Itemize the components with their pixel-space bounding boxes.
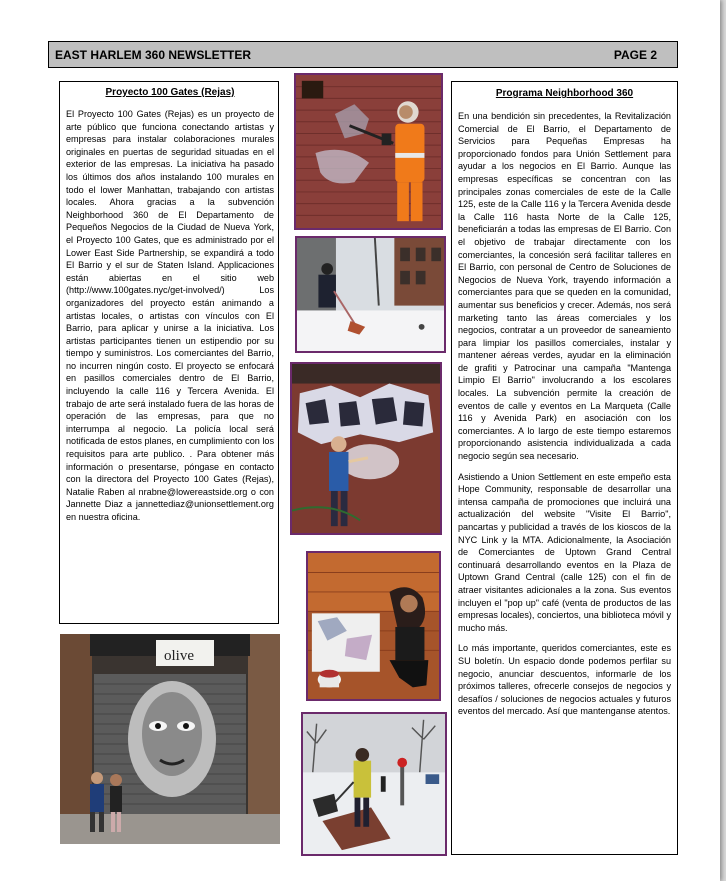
- gates-article-paragraph: El Proyecto 100 Gates (Rejas) es un proyecto de arte público que funciona conectando artistas y empresas para instalar colaboraciones murales originales en puertas de seguridad situadas en el exterior de las empresas. La iniciativa ha pasado los últimos dos años instalando 100 murales en todo el lower Manhattan, trabajando con artistas locales. Ahora gracias a la subvención Neighborhood 360 de El Departamento de Pequeños Negocios de la Ciudad de Nueva York, el Proyecto 100 Gates, que es administrado por el Lower East Side Partnership, se expandirá a todo El Barrio y el sur de Staten Island. Applicaciones están abiertas en el sitio web (http://www.100gates.nyc/get-involved/) Los organizadores del proyecto están animando a artistas locales, o artistas con vínculos con El Barrio, para aplicar y unirse a la iniciativa. Los artistas participantes tienen un estipendio por su tiempo y suministros. Los comerciantes del Barrio, no incurren ningún costo. El proyecto se enfocará en pasillos comerciales dentro de El Barrio, incluyendo la calle 116 y Tercera Avenida. El trabajo de arte será instalado fuera de las horas de operación de las empresas, para que no interrumpa al negocio. La policía local será notificada de estos planes, en cumplimiento con los requisitos para arte publico. . Para obtener más información o presentarse, póngase en contacto con la directora del Proyecto 100 Gates (Rejas), Natalie Raben al nrabne@lowereastside.org o con Jannette Diaz a jannettediaz@unionsettlement.org en nuestra oficina.: [66, 109, 274, 522]
- neighborhood360-article: [451, 81, 678, 855]
- graffiti-removal-photo: [290, 362, 442, 535]
- snow-shovel-image: [297, 238, 444, 351]
- graffiti-washing-photo: [294, 73, 443, 230]
- snow-shoveling-photo: [295, 236, 446, 353]
- newsletter-title: EAST HARLEM 360 NEWSLETTER: [55, 47, 252, 62]
- gate-mural-photo: [60, 634, 280, 844]
- snow-cleanup-photo: [301, 712, 447, 856]
- neighborhood360-heading: Programa Neighborhood 360: [495, 88, 634, 99]
- graffiti-wall-image: [292, 364, 440, 533]
- painting-image: [308, 553, 439, 699]
- neighborhood360-paragraph-1: En una bendición sin precedentes, la Revitalización Comercial de El Barrio, el Departamento de Servicios para Pequeñas Empresas ha proporcionado fondos para Unión Settlement para ayudar a los negocios en El Barrio. Aunque las empresas específicas se concentran con las principales zonas comerciales de este de la Calle 125, este de la Calle 116 y la Tercera Avenida desde la Calle 116 hasta Norte de la Calle 125, beneficiarán a todas las empresas de El Barrio. Con el objetivo de trabajar directamente con los comerciantes, la concesión será facilitar talleres en El Barrio, con personal de Centro de Soluciones de Negocios de Nueva York, trayendo información a comerciantes para que se queden en la comunidad, aumentar sus beneficios y crecer. Además, nos será marketing tanto las áreas comerciales y los negocios, contratar a un proveedor de saneamiento para limpiar los pasillos comerciales, instalar y mantener aéreas verdes, ayudar en la eliminación de grafiti y Patrocinar una campaña "Mantenga Limpio El Barrio" involucrando a los escolares locales. La subvención permite la creación de eventos de calle y eventos en La Marqueta (Calle 116 y Avenida Park) en asociación con los comerciantes. A lo largo de este tiempo estaremos proporcionando asistencia individualizada a cada negocio según sea necesario.: [458, 111, 671, 462]
- gates-article: [59, 81, 279, 624]
- page-number: PAGE 2: [613, 47, 657, 62]
- newsletter-header: [48, 41, 678, 68]
- painting-over-photo: [306, 551, 441, 701]
- neighborhood360-body: [458, 110, 671, 718]
- gate-mural-image: [60, 634, 280, 844]
- neighborhood360-paragraph-3: Lo más importante, queridos comerciantes, este es SU boletín. Un espacio donde podemos perfilar su negocio, anunciar descuentos, informarle de los próximos talleres, ofrecerle consejos de negocios y desafíos / soluciones de negocios actuales y futuros eventos del mercado. Así que mantenganse atentos.: [458, 643, 671, 717]
- power-wash-image: [296, 75, 441, 228]
- gate-sign-text: olive: [164, 648, 194, 664]
- gates-article-body: [66, 108, 274, 524]
- neighborhood360-paragraph-2: Asistiendo a Union Settlement en este empeño esta Hope Community, responsable de desarrollar una intensa campaña de promociones que incluirá una actualización del website "Visite El Barrio", pancartas y publicidad a través de los kioscos de la NYC Link y la MTA. Adicionalmente, la Asociación de Comerciantes de Uptown Grand Central continuará desarrollando eventos en la Plaza de Uptown Grand Central (calle 125) con el fin de atraer visitantes adicionales a la zona. Sus eventos incluyen el "pop up" café (venta de productos de las empresas locales), conciertos, una biblioteca móvil y mucho más.: [458, 471, 671, 633]
- snow-cleanup-image: [303, 714, 445, 854]
- gates-article-heading: Proyecto 100 Gates (Rejas): [105, 87, 235, 98]
